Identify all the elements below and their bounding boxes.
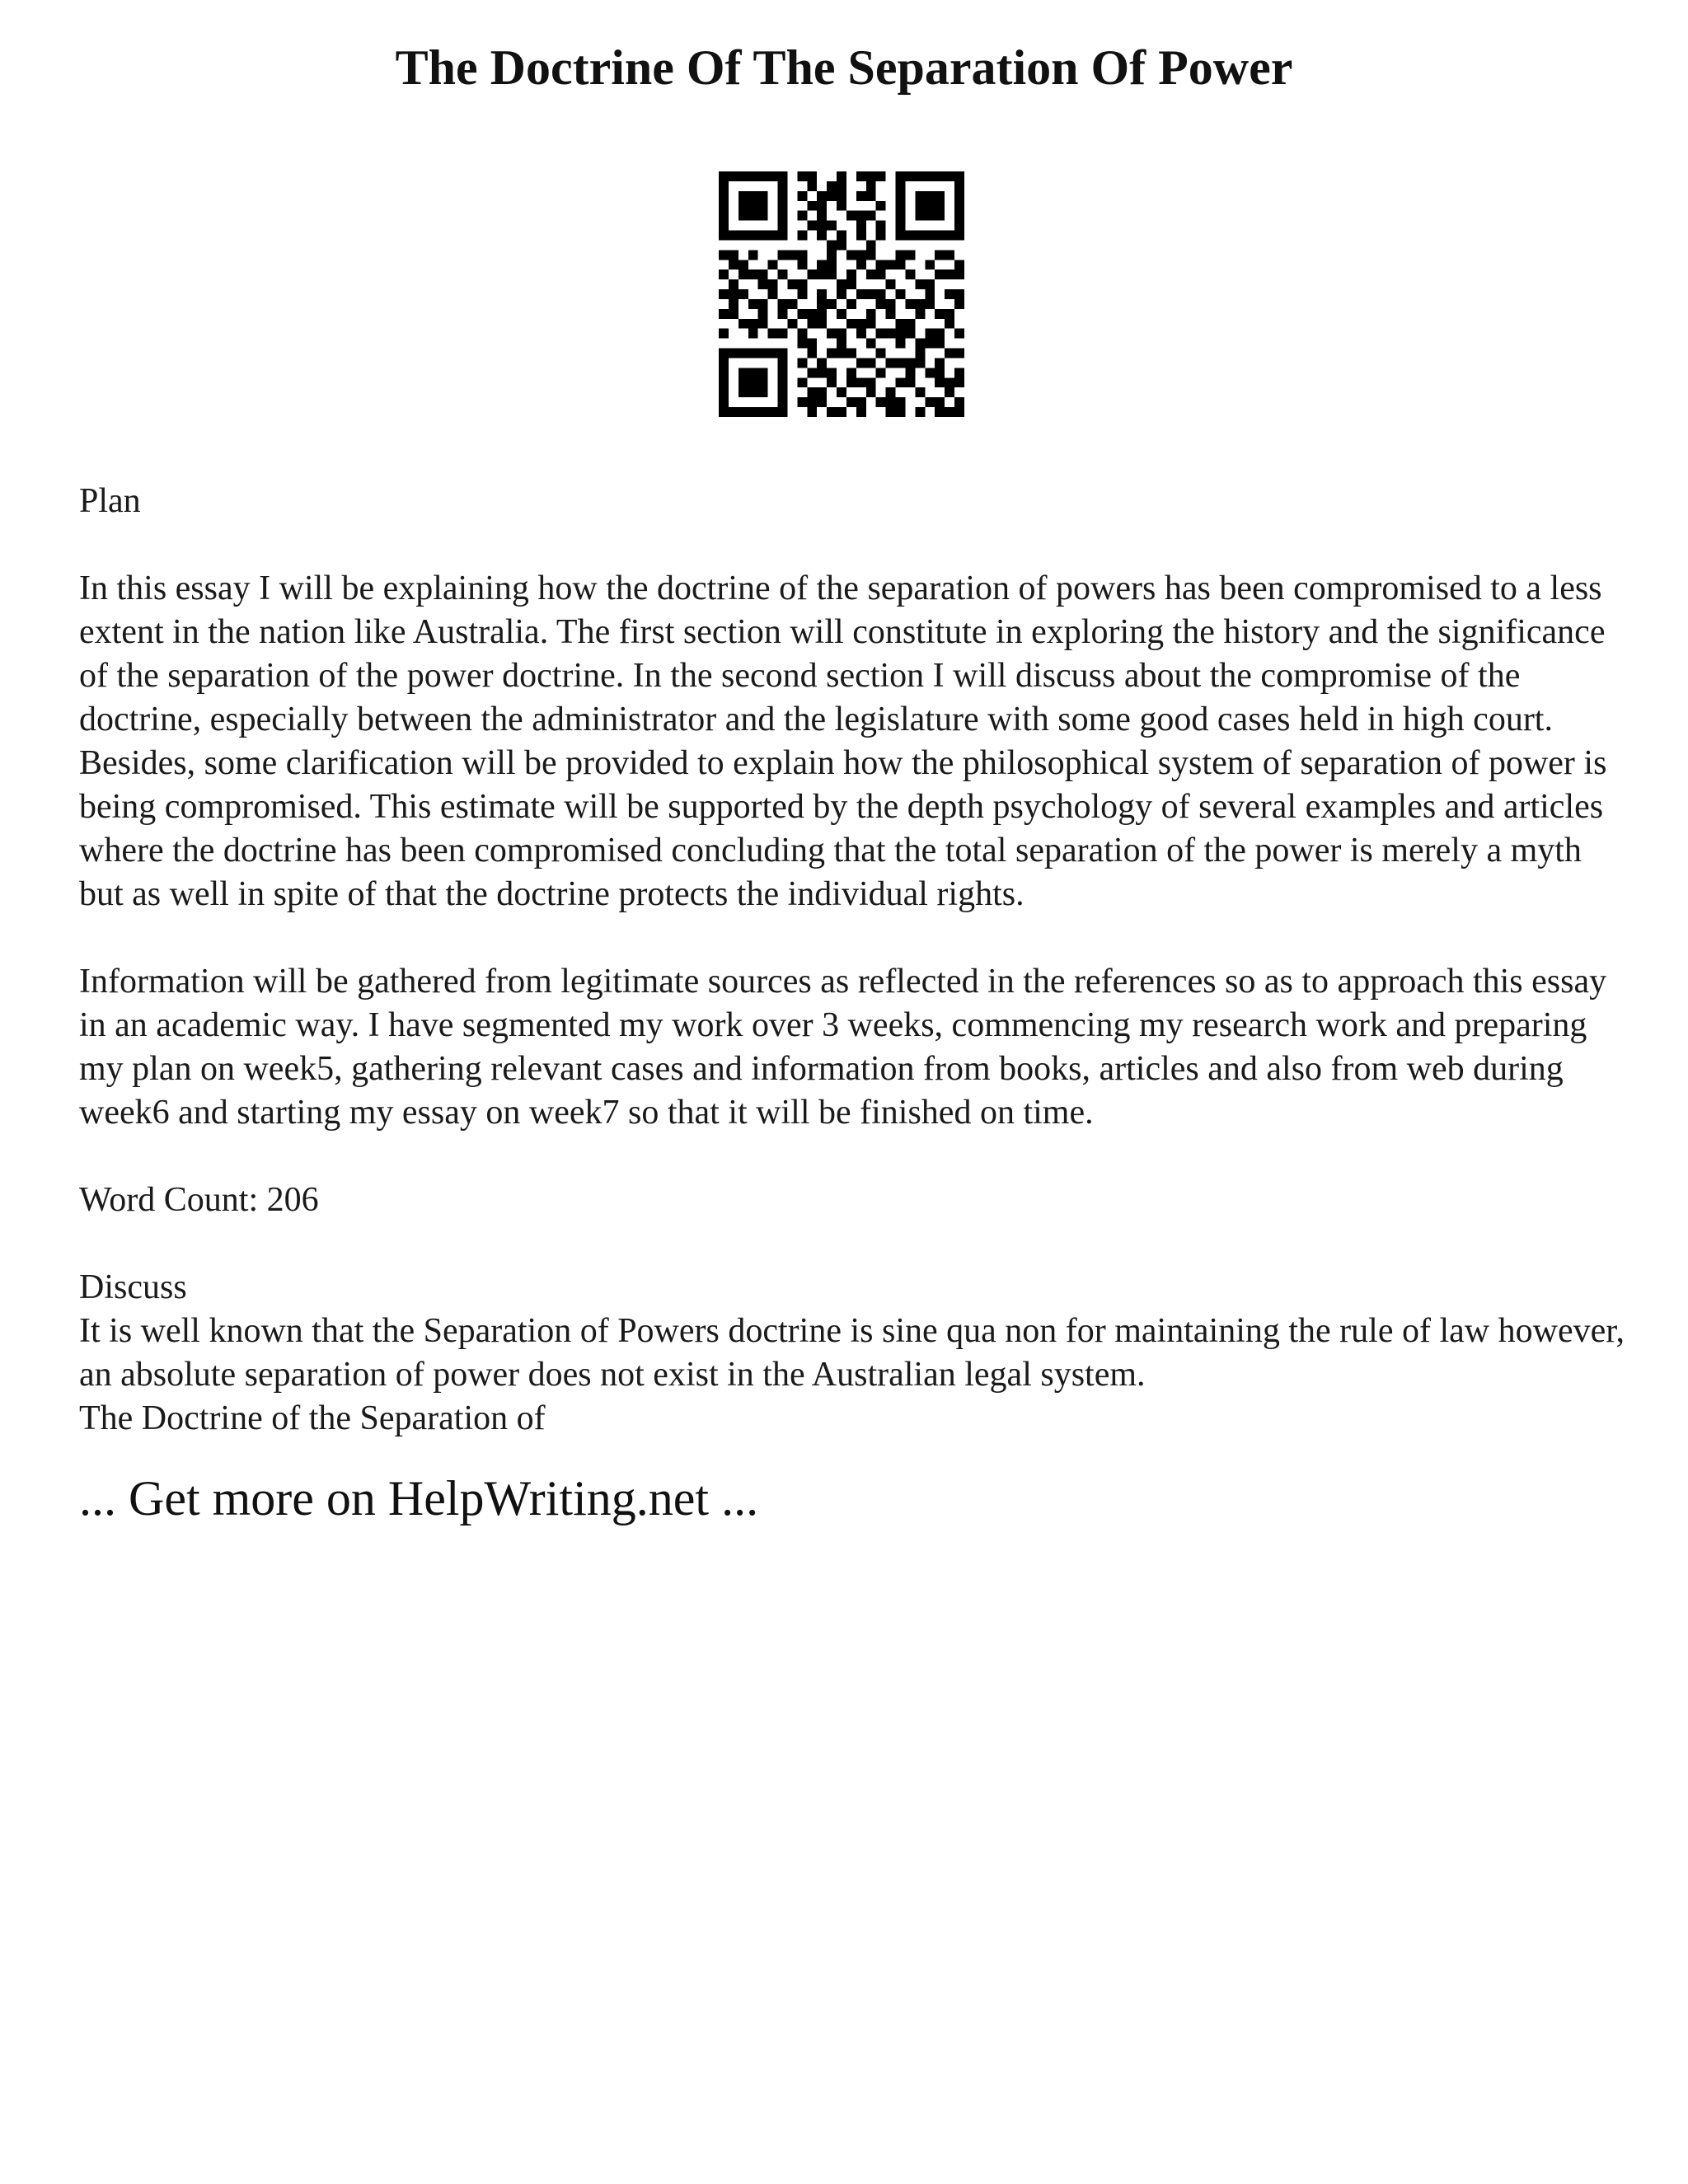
document-body	[79, 480, 1629, 1531]
word-count: Word Count: 206	[79, 1181, 319, 1219]
paragraph-gap	[79, 1135, 1629, 1179]
qr-code-icon	[719, 171, 964, 417]
doctrine-fragment: The Doctrine of the Separation of	[79, 1399, 546, 1437]
plan-heading: Plan	[79, 482, 141, 520]
plan-paragraph-2: Information will be gathered from legitimate sources as reflected in the references so as to approach this essay in an academic way. I have segmented my work over 3 weeks, commencing my research work and preparing my plan on week5, gathering relevant cases and information from books, articles and also from web during week6 and starting my essay on week7 so that it will be finished on time.	[79, 963, 1607, 1132]
get-more-link[interactable]: ... Get more on HelpWriting.net ...	[79, 1471, 759, 1526]
paragraph-gap	[79, 916, 1629, 960]
discuss-heading: Discuss	[79, 1268, 187, 1306]
discuss-paragraph: It is well known that the Separation of Powers doctrine is sine qua non for maintaining the rule of law however, an absolute separation of power does not exist in the Australian legal system.	[79, 1312, 1625, 1394]
paragraph-gap	[79, 523, 1629, 567]
plan-paragraph-1: In this essay I will be explaining how the doctrine of the separation of powers has been compromised to a less extent in the nation like Australia. The first section will constitute in exploring the history and the significance of the separation of the power doctrine. In the second section I will discuss about the compromise of the doctrine, especially between the administrator and the legislature with some good cases held in high court. Besides, some clarification will be provided to explain how the philosophical system of separation of power is being compromised. This estimate will be supported by the depth psychology of several examples and articles where the doctrine has been compromised concluding that the total separation of the power is merely a myth but as well in spite of that the doctrine protects the individual rights.	[79, 569, 1607, 913]
document-title: The Doctrine Of The Separation Of Power	[395, 40, 1293, 95]
paragraph-gap	[79, 1222, 1629, 1266]
